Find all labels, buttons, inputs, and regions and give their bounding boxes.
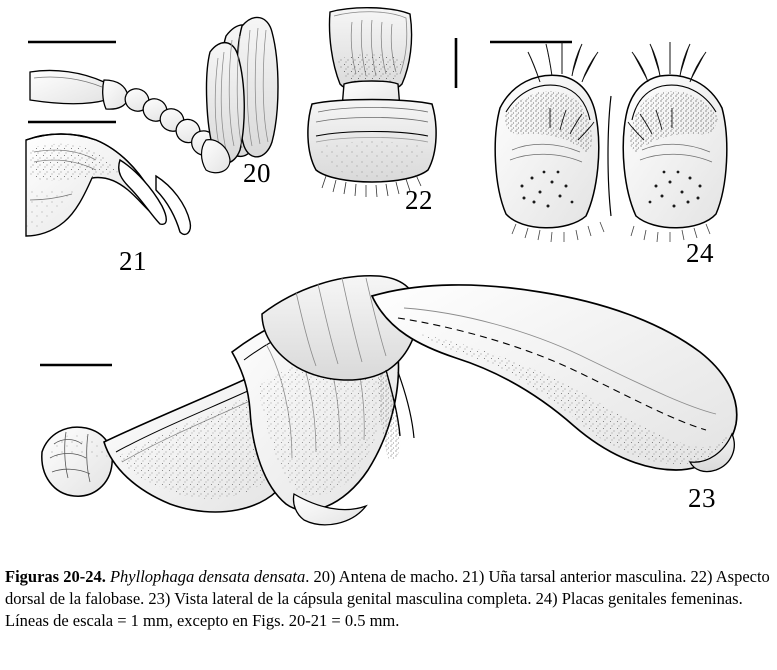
figure-caption [5,566,771,632]
figure-label-22: 22 [405,185,433,215]
caption-body: . 20) Antena de macho. 21) Uña tarsal anterior masculina. 22) Aspecto dorsal de la falobase. 23) Vista lateral de la cápsula genital masculina completa. 24) Placas genitales femeninas. Líneas de escala = 1 mm, excepto en Figs. 20-21 = 0.5 mm. [5,567,770,631]
caption-figure-range: Figuras 20-24. [5,567,106,586]
figure-24-female-genital-plates [495,42,727,242]
figure-label-20: 20 [243,158,271,188]
figure-label-21: 21 [119,246,147,276]
figure-23-genital-capsule-lateral [42,276,737,525]
figure-22-phallobase-dorsal [308,8,436,197]
figure-21-tarsal-claw [26,134,190,236]
figure-label-24: 24 [686,238,714,268]
caption-taxon-name: Phyllophaga densata densata [109,567,306,586]
figure-label-23: 23 [688,483,716,513]
